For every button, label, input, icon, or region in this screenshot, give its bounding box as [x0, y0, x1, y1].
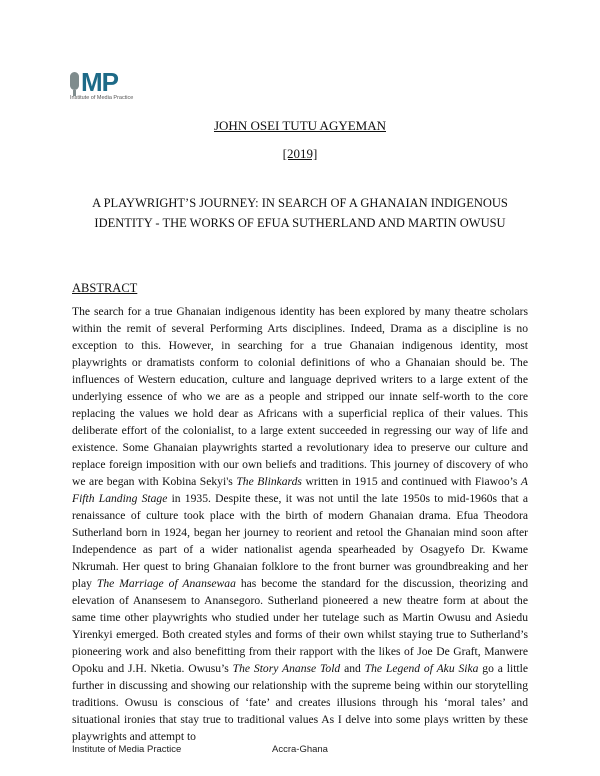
- footer-location: Accra-Ghana: [272, 744, 328, 755]
- play-title-legend-of-aku-sika: The Legend of Aku Sika: [364, 662, 479, 675]
- footer-institution: Institute of Media Practice: [72, 744, 182, 755]
- play-title-fifth-landing-stage: A Fifth Landing Stage: [72, 475, 528, 505]
- play-title-marriage-of-anansewaa: The Marriage of Anansewaa: [96, 577, 236, 590]
- publication-year: [2019]: [282, 146, 318, 161]
- document-title: A PLAYWRIGHT’S JOURNEY: IN SEARCH OF A GHANAIAN INDIGENOUS IDENTITY - THE WORKS OF EFUA SUTHERLAND AND MARTIN OWUSU: [92, 196, 508, 230]
- abstract-text: written in 1915 and continued with Fiawoo’s: [301, 475, 521, 488]
- abstract-text: The search for a true Ghanaian indigenous identity has been explored by many theatre scholars within the remit of several Performing Arts disciplines. Indeed, Drama as a discipline is no exception to this. However, in searching for a true Ghanaian indigenous identity, most playwrights or dramatists conform to colonial definitions of who a Ghanaian should be. The influences of Western education, culture and language deprived writers to a large extent of the underlying essence of who we are as a people and stripped our innate self-worth to the core replacing the values we hold dear as Africans with a superficial replica of their values. This deliberate effort of the colonialist, to a large extent succeeded in regressing our way of life and existence. Some Ghanaian playwrights started a revolutionary idea to preserve our culture and replace foreign imposition with our own beliefs and traditions. This journey of discovery of who we are began with Kobina Sekyi's: [72, 305, 528, 488]
- abstract-text: go a little further in discussing and showing our relationship with the supreme being within our storytelling traditions. Owusu is conscious of ‘fate’ and creates illusions through his ‘moral tales’ and situational ironies that stay true to traditional values As I delve into some plays written by these playwrights and attempt to: [72, 662, 528, 743]
- play-title-story-ananse-told: The Story Ananse Told: [232, 662, 341, 675]
- imp-logo: [70, 67, 160, 106]
- logo-tagline: Institute of Media Practice: [70, 95, 134, 101]
- author-name: JOHN OSEI TUTU AGYEMAN: [213, 118, 386, 133]
- abstract-heading: ABSTRACT: [72, 281, 138, 295]
- abstract-body: [72, 303, 528, 745]
- logo-mark: MP: [81, 67, 118, 97]
- abstract-text: and: [340, 662, 365, 675]
- play-title-blinkards: The Blinkards: [236, 475, 302, 488]
- abstract-text: has become the standard for the discussion, theorizing and elevation of Anansesem to Anansegoro. Sutherland pioneered a new theatre form at about the same time other playwrights who studied under her tutelage such as Martin Owusu and Asiedu Yirenkyi emerged. Both created styles and forms of their own whilst staying true to Sutherland’s pioneering work and also benefitting from their rapport with the likes of Joe De Graft, Manwere Opoku and J.H. Nketia. Owusu’s: [72, 577, 529, 675]
- microphone-icon: [70, 72, 79, 90]
- abstract-text: in 1935. Despite these, it was not until the late 1950s to mid-1960s that a renaissance of culture took place with the birth of modern Ghanaian drama. Efua Theodora Sutherland born in 1924, began her journey to reorient and retool the Ghanaian mind soon after Independence as part of a wider nationalist agenda spearheaded by Osagyefo Dr. Kwame Nkrumah. Her quest to bring Ghanaian folklore to the front burner was groundbreaking and her play: [72, 492, 528, 590]
